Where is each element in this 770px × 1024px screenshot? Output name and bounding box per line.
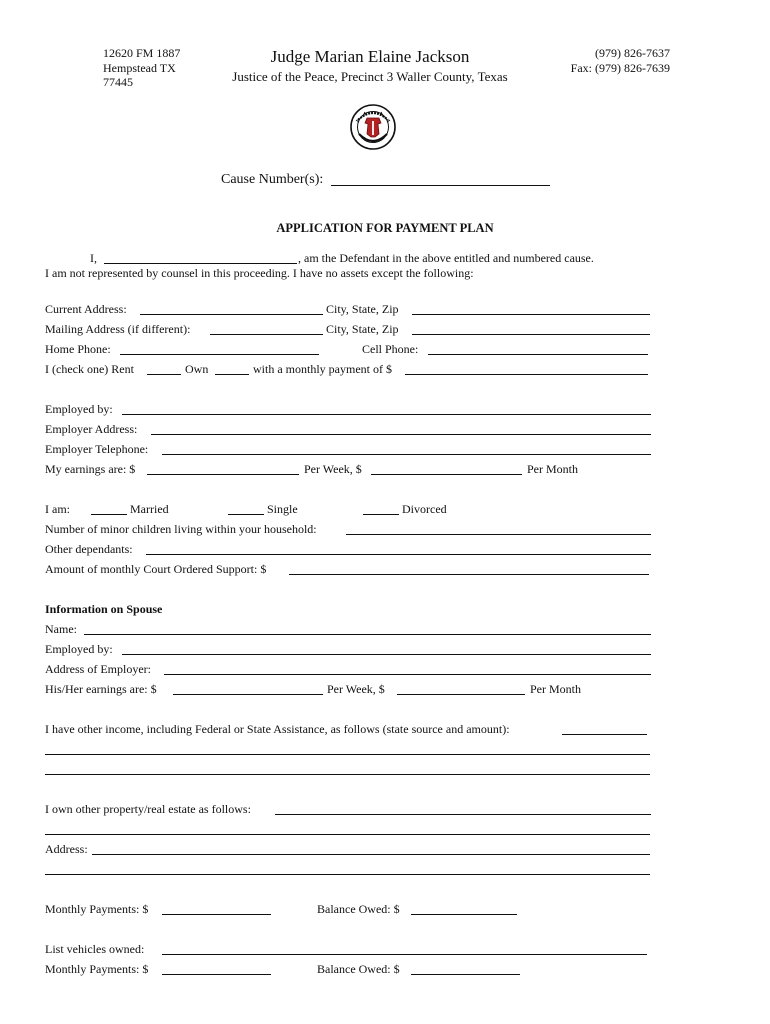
- employer-address-label: Employer Address:: [45, 422, 138, 436]
- mailing-city-state-zip-field[interactable]: [412, 334, 650, 335]
- married-checkbox-line[interactable]: [91, 514, 127, 515]
- other-dependants-label: Other dependants:: [45, 542, 133, 556]
- employer-address-field[interactable]: [151, 434, 651, 435]
- court-contact: [560, 46, 670, 75]
- property-field-1[interactable]: [275, 814, 651, 815]
- spouse-employed-by-label: Employed by:: [45, 642, 113, 656]
- home-phone-field[interactable]: [120, 354, 319, 355]
- divorced-label: Divorced: [402, 502, 447, 516]
- address-line-3: 77445: [103, 75, 133, 89]
- monthly-payment-field[interactable]: [405, 374, 648, 375]
- property-balance-owed-label: Balance Owed: $: [317, 902, 400, 916]
- vehicles-label: List vehicles owned:: [45, 942, 145, 956]
- own-checkbox-line[interactable]: [215, 374, 249, 375]
- property-address-field-2[interactable]: [45, 874, 650, 875]
- court-name: Justice of the Peace, Precinct 3 Waller County, Texas: [232, 69, 508, 84]
- fax-number: Fax: (979) 826-7639: [570, 60, 670, 75]
- property-balance-owed-field[interactable]: [411, 914, 517, 915]
- own-label: Own: [185, 362, 209, 376]
- city-state-zip-field[interactable]: [412, 314, 650, 315]
- other-income-field-2[interactable]: [45, 754, 650, 755]
- property-label: I own other property/real estate as follows:: [45, 802, 251, 816]
- cell-phone-field[interactable]: [428, 354, 648, 355]
- cell-phone-label: Cell Phone:: [362, 342, 419, 356]
- spouse-earnings-month-field[interactable]: [397, 694, 525, 695]
- employer-telephone-field[interactable]: [162, 454, 651, 455]
- other-income-label: I have other income, including Federal or State Assistance, as follows (state source and amount):: [45, 722, 510, 736]
- address-line-2: Hempstead TX: [103, 60, 176, 75]
- property-address-label: Address:: [45, 842, 88, 856]
- defendant-name-field[interactable]: [104, 263, 297, 264]
- address-line-1: 12620 FM 1887: [103, 46, 181, 60]
- court-support-field[interactable]: [289, 574, 649, 575]
- property-monthly-payments-label: Monthly Payments: $: [45, 902, 149, 916]
- defendant-statement: , am the Defendant in the above entitled and numbered cause.: [298, 251, 594, 265]
- phone-number: (979) 826-7637: [595, 46, 670, 60]
- home-phone-label: Home Phone:: [45, 342, 111, 356]
- cause-number-label: Cause Number(s):: [221, 172, 324, 187]
- other-dependants-field[interactable]: [146, 554, 651, 555]
- court-address: [103, 46, 180, 90]
- property-address-field[interactable]: [92, 854, 650, 855]
- spouse-per-week-label: Per Week, $: [327, 682, 385, 696]
- other-income-field-3[interactable]: [45, 774, 650, 775]
- spouse-employer-address-label: Address of Employer:: [45, 662, 151, 676]
- spouse-name-label: Name:: [45, 622, 77, 636]
- property-monthly-payments-field[interactable]: [162, 914, 271, 915]
- vehicles-field[interactable]: [162, 954, 647, 955]
- vehicle-monthly-payments-label: Monthly Payments: $: [45, 962, 149, 976]
- spouse-employer-address-field[interactable]: [164, 674, 651, 675]
- spouse-heading: Information on Spouse: [45, 602, 163, 616]
- employed-by-label: Employed by:: [45, 402, 113, 416]
- cause-number-field[interactable]: [331, 185, 550, 186]
- city-state-zip-label: City, State, Zip: [326, 302, 399, 316]
- minor-children-field[interactable]: [346, 534, 651, 535]
- counsel-statement: I am not represented by counsel in this proceeding. I have no assets except the following:: [45, 266, 474, 280]
- current-address-label: Current Address:: [45, 302, 127, 316]
- spouse-earnings-week-field[interactable]: [173, 694, 323, 695]
- earnings-per-month-label: Per Month: [527, 462, 578, 476]
- spouse-name-field[interactable]: [84, 634, 651, 635]
- divorced-checkbox-line[interactable]: [363, 514, 399, 515]
- rent-checkbox-line[interactable]: [147, 374, 181, 375]
- other-income-field-1[interactable]: [562, 734, 647, 735]
- single-checkbox-line[interactable]: [228, 514, 264, 515]
- court-support-label: Amount of monthly Court Ordered Support: $: [45, 562, 267, 576]
- employed-by-field[interactable]: [122, 414, 651, 415]
- vehicle-balance-owed-label: Balance Owed: $: [317, 962, 400, 976]
- current-address-field[interactable]: [140, 314, 323, 315]
- minor-children-label: Number of minor children living within your household:: [45, 522, 317, 536]
- intro-i-label: I,: [90, 251, 97, 265]
- judge-name: Judge Marian Elaine Jackson: [270, 47, 470, 66]
- married-label: Married: [130, 502, 169, 516]
- earnings-month-field[interactable]: [371, 474, 522, 475]
- earnings-week-field[interactable]: [147, 474, 299, 475]
- i-am-label: I am:: [45, 502, 70, 516]
- employer-telephone-label: Employer Telephone:: [45, 442, 149, 456]
- earnings-per-week-label: Per Week, $: [304, 462, 362, 476]
- county-seal-icon: [350, 104, 396, 150]
- spouse-employed-by-field[interactable]: [122, 654, 651, 655]
- vehicle-monthly-payments-field[interactable]: [162, 974, 271, 975]
- mailing-city-state-zip-label: City, State, Zip: [326, 322, 399, 336]
- spouse-per-month-label: Per Month: [530, 682, 581, 696]
- rent-label: I (check one) Rent: [45, 362, 134, 376]
- spouse-earnings-label: His/Her earnings are: $: [45, 682, 157, 696]
- monthly-payment-label: with a monthly payment of $: [253, 362, 392, 376]
- mailing-address-label: Mailing Address (if different):: [45, 322, 191, 336]
- mailing-address-field[interactable]: [210, 334, 323, 335]
- property-field-2[interactable]: [45, 834, 650, 835]
- earnings-label: My earnings are: $: [45, 462, 136, 476]
- single-label: Single: [267, 502, 298, 516]
- vehicle-balance-owed-field[interactable]: [411, 974, 520, 975]
- form-title: APPLICATION FOR PAYMENT PLAN: [276, 221, 494, 235]
